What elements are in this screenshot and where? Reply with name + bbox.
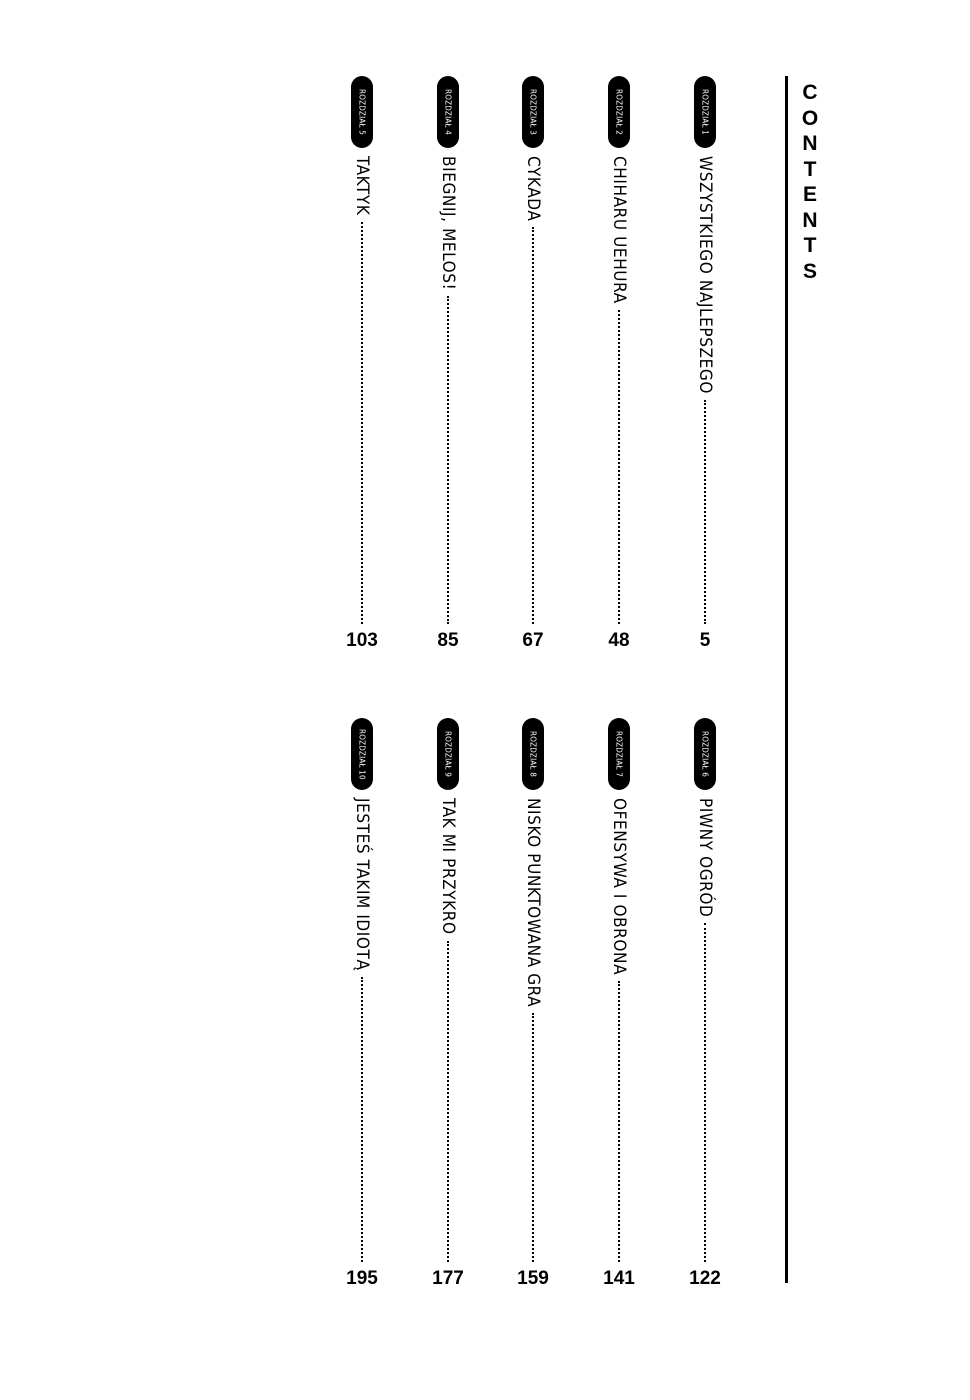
dot-leader [532, 1013, 534, 1262]
chapter-entry-10[interactable] [342, 718, 382, 1290]
chapter-entry-2[interactable] [599, 76, 639, 652]
title-letter: S [802, 259, 817, 283]
chapter-page-number: 5 [699, 630, 711, 651]
chapter-badge: ROZDZIAŁ 10 [351, 718, 373, 790]
chapter-entry-3[interactable] [513, 76, 553, 652]
chapter-entry-4[interactable] [428, 76, 468, 652]
chapter-badge: ROZDZIAŁ 2 [608, 76, 630, 148]
chapter-badge: ROZDZIAŁ 4 [437, 76, 459, 148]
dot-leader [618, 310, 620, 624]
chapter-entry-5[interactable] [342, 76, 382, 652]
chapter-title: TAK MI PRZYKRO [438, 798, 458, 935]
chapter-badge: ROZDZIAŁ 6 [694, 718, 716, 790]
title-letter: E [802, 183, 817, 206]
chapter-page-number: 122 [689, 1268, 721, 1289]
chapter-entry-7[interactable] [599, 718, 639, 1290]
chapter-badge: ROZDZIAŁ 9 [437, 718, 459, 790]
dot-leader [361, 222, 363, 625]
chapter-title: OFENSYWA I OBRONA [609, 798, 629, 976]
dot-leader [704, 400, 706, 624]
chapter-title: CHIHARU UEHURA [609, 156, 629, 304]
dot-leader [447, 296, 449, 624]
chapter-title: PIWNY OGRÓD [695, 798, 715, 918]
chapter-badge: ROZDZIAŁ 3 [522, 76, 544, 148]
chapter-entry-9[interactable] [428, 718, 468, 1290]
chapter-page-number: 159 [517, 1268, 549, 1289]
title-letter: T [803, 157, 817, 181]
chapter-entry-1[interactable] [685, 76, 725, 652]
title-letter: N [802, 132, 818, 155]
chapter-title: JESTEŚ TAKIM IDIOTĄ [352, 798, 372, 971]
chapter-page-number: 141 [603, 1268, 635, 1289]
chapter-entry-8[interactable] [513, 718, 553, 1290]
chapter-page-number: 48 [608, 630, 630, 651]
dot-leader [361, 977, 363, 1262]
dot-leader [618, 981, 620, 1262]
chapter-title: NISKO PUNKTOWANA GRA [523, 798, 543, 1008]
chapter-page-number: 67 [522, 630, 544, 651]
chapter-badge: ROZDZIAŁ 8 [522, 718, 544, 790]
chapter-badge: ROZDZIAŁ 1 [694, 76, 716, 148]
chapter-page-number: 195 [346, 1268, 378, 1289]
chapter-page-number: 103 [346, 630, 378, 651]
chapter-title: TAKTYK [352, 156, 372, 216]
chapter-title: WSZYSTKIEGO NAJLEPSZEGO [695, 156, 715, 394]
chapter-title: BIEGNIJ, MELOS! [438, 156, 458, 291]
dot-leader [447, 941, 449, 1262]
dot-leader [532, 227, 534, 624]
chapter-title: CYKADA [523, 156, 543, 222]
chapter-badge: ROZDZIAŁ 5 [351, 76, 373, 148]
title-letter: C [802, 81, 818, 104]
title-letter: O [801, 106, 819, 130]
dot-leader [704, 923, 706, 1262]
chapter-badge: ROZDZIAŁ 7 [608, 718, 630, 790]
chapter-page-number: 177 [432, 1268, 464, 1289]
title-letter: T [803, 234, 817, 257]
contents-title [795, 80, 825, 284]
title-letter: N [802, 208, 818, 232]
chapter-entry-6[interactable] [685, 718, 725, 1290]
contents-divider-line [785, 76, 788, 1283]
chapter-page-number: 85 [437, 630, 459, 651]
